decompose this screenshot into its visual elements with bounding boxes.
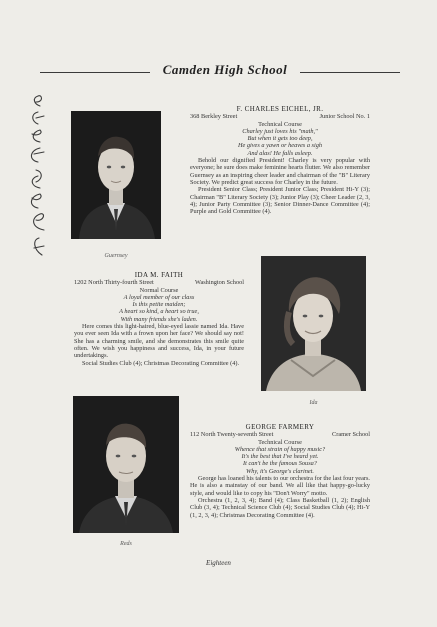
header-rule-left	[40, 72, 150, 73]
poem-line: Why, it's George's clarinet.	[245, 467, 315, 475]
poem-line: Is this petite maiden;	[132, 301, 186, 309]
poem-line: He gives a yawn or heaves a sigh	[237, 142, 323, 150]
handwritten-signature	[14, 90, 54, 260]
student-name: IDA M. FAITH	[134, 271, 184, 279]
poem-line: Whence that strain of happy music?	[234, 445, 326, 453]
page-title: Camden High School	[162, 62, 288, 77]
portrait-photo-eichel	[71, 111, 161, 239]
student-name: GEORGE FARMERY	[245, 423, 315, 431]
student-activities: President Senior Class; President Junior Class; President Hi-Y (3); Chairman "B" Literary Society (3); Junior Play (3); Cheer Leader (2, 3, 4); Junior Party Committee (3); Senior Dinner-Dance Committee (4); Purple and Gold Committee (4).	[190, 186, 370, 216]
header-rule-right	[300, 72, 400, 73]
student-bio: Here comes this light-haired, blue-eyed lassie named Ida. Have you ever seen Ida with a frown upon her face? We should say not! She has a charming smile, and she demonstrates this smile quite often. We wish you happiness and success, Ida, in your future undertakings.	[74, 323, 244, 360]
student-address-line	[190, 113, 370, 120]
portrait-image	[73, 396, 179, 533]
photo-caption-eichel: Guernsey	[104, 253, 128, 259]
student-poem	[190, 446, 370, 475]
photo-caption-faith: Ida	[309, 400, 318, 406]
student-bio: Behold our dignified President! Charley is very popular with everyone; he sure does make feminine hearts flutter. We also remember Guernsey as an inspiring cheer leader and chairman of the "B" Literary Society. We predict great success for Charley in the future.	[190, 157, 370, 186]
student-address-line	[190, 431, 370, 438]
portrait-image	[261, 256, 366, 391]
student-address-line	[74, 279, 244, 286]
portrait-photo-faith	[261, 256, 366, 391]
student-poem	[74, 294, 244, 323]
photo-caption-farmery: Reds	[120, 541, 132, 547]
student-course: Technical Course	[258, 438, 302, 446]
page-header	[40, 62, 400, 82]
student-address: 1202 North Thirty-fourth Street	[74, 279, 154, 287]
poem-line: A heart so kind, a heart so true,	[119, 308, 199, 316]
student-bio: George has loaned his talents to our orchestra for the last four years. He is also a mainstay of our band. We all like that happy-go-lucky style, and would like to copy his "Don't Worry" motto.	[190, 475, 370, 497]
student-course: Technical Course	[258, 120, 302, 128]
poem-line: It can't be the famous Sousa?	[243, 460, 317, 468]
student-address: 368 Berkley Street	[190, 113, 238, 121]
poem-line: But when it gets too deep,	[247, 135, 313, 143]
student-entry-faith	[74, 272, 244, 367]
page-number: Eighteen	[206, 559, 231, 567]
student-poem	[190, 128, 370, 157]
portrait-photo-farmery	[73, 396, 179, 533]
poem-line: And alas! He falls asleep.	[247, 149, 313, 157]
poem-line: A loyal member of our class	[123, 293, 195, 301]
student-address: 112 North Twenty-seventh Street	[190, 431, 274, 439]
student-course: Normal Course	[139, 286, 179, 294]
student-school: Washington School	[195, 279, 244, 287]
poem-line: Charley just loves his "math,"	[242, 127, 318, 135]
student-name: F. CHARLES EICHEL, JR.	[236, 105, 324, 113]
student-activities: Orchestra (1, 2, 3, 4); Band (4); Class Basketball (1, 2); English Club (3, 4); Technical Science Club (4); Social Studies Club (4); Hi-Y (1, 2, 3, 4); Christmas Decorating Committee (4).	[190, 496, 370, 519]
portrait-image	[71, 111, 161, 239]
student-school: Junior School No. 1	[319, 113, 370, 121]
student-entry-eichel	[190, 106, 370, 215]
poem-line: It's the best that I've heard yet.	[241, 453, 319, 461]
poem-line: With many friends she's laden.	[120, 315, 198, 323]
student-activities: Social Studies Club (4); Christmas Decorating Committee (4).	[82, 359, 240, 367]
student-entry-farmery	[190, 424, 370, 519]
student-school: Cramer School	[332, 431, 370, 439]
